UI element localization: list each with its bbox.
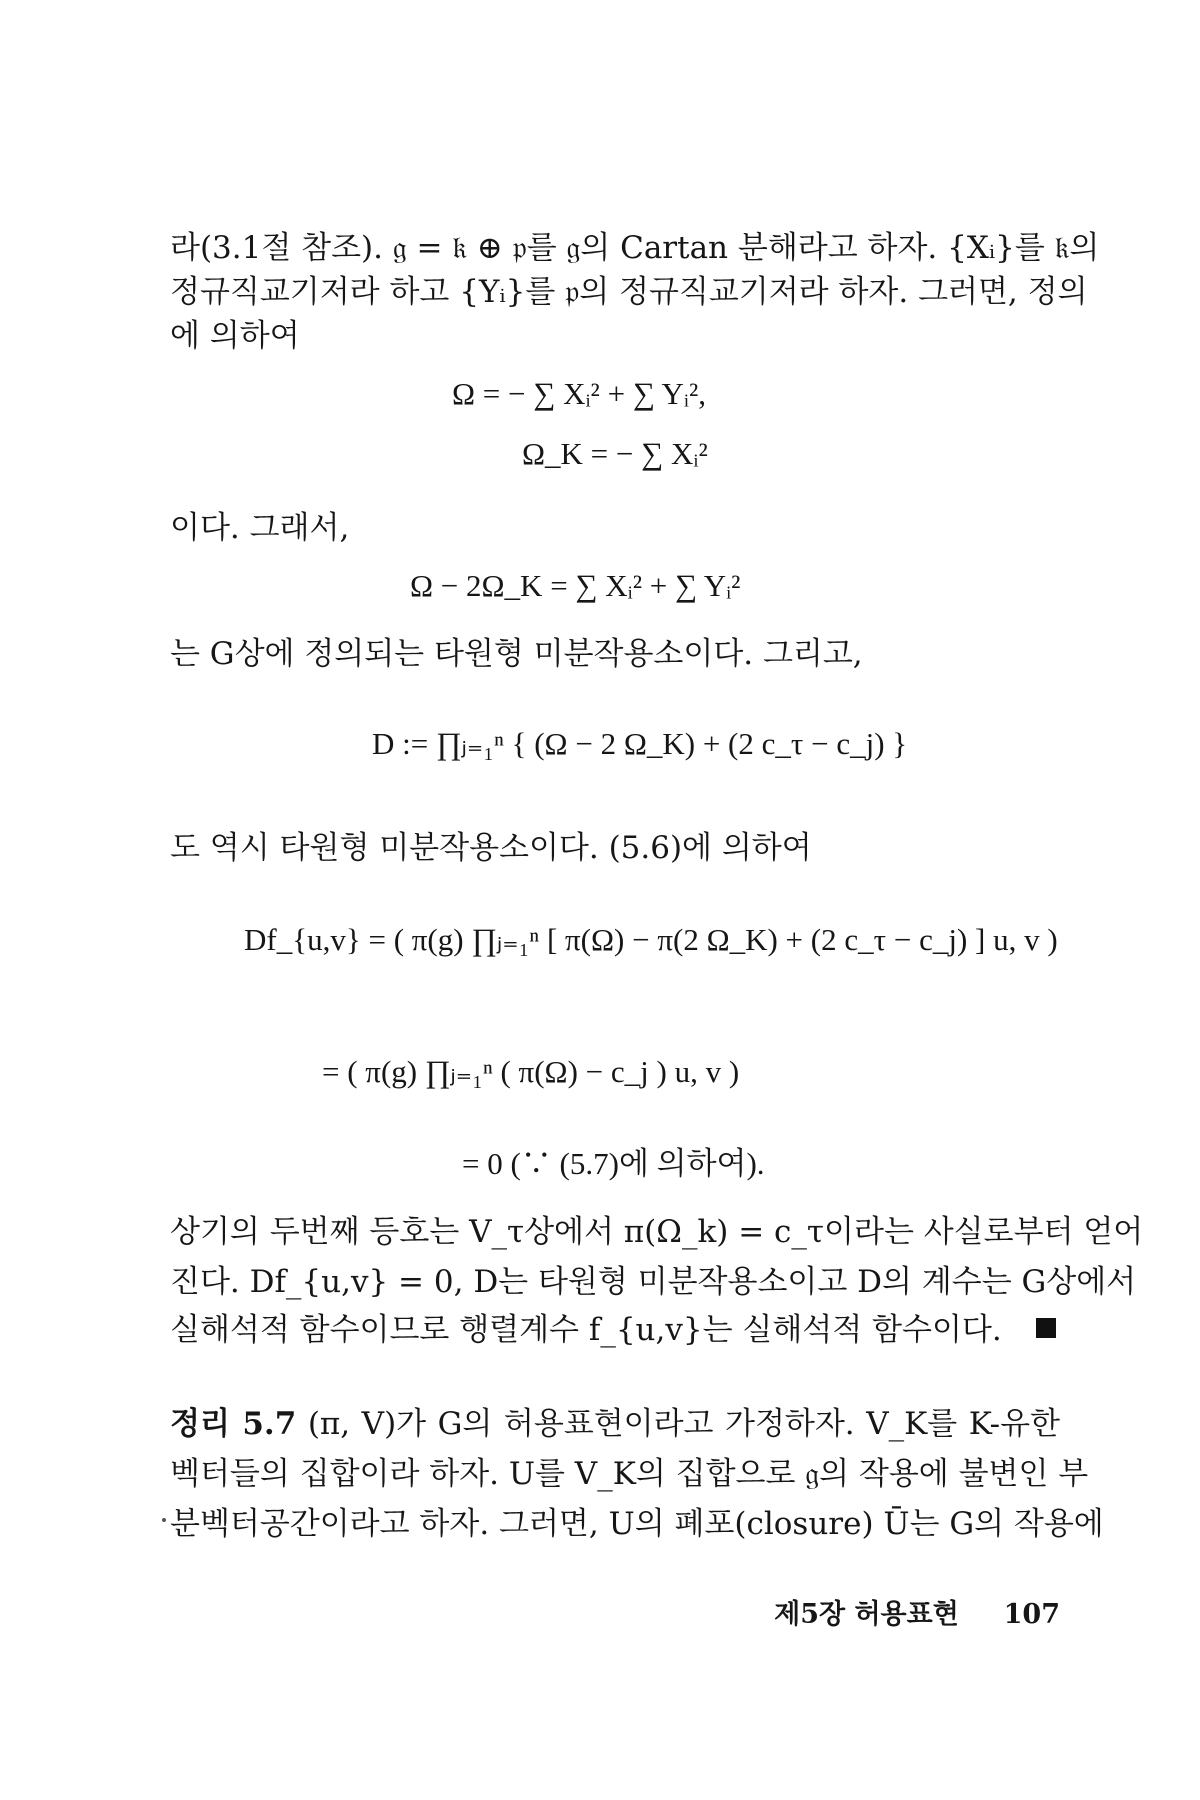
text-elliptic-operator: 는 G상에 정의되는 타원형 미분작용소이다. 그리고, bbox=[170, 636, 863, 672]
qed-square-icon bbox=[1036, 1318, 1056, 1338]
margin-mark bbox=[162, 1518, 166, 1522]
paragraph-2-line-2: 진다. Df_{u,v} = 0, D는 타원형 미분작용소이고 D의 계수는 G상에서 bbox=[170, 1264, 1137, 1300]
equation-df-line-3: = 0 (∵ (5.7)에 의하여). bbox=[462, 1146, 765, 1181]
paragraph-1-line-2: 정규직교기저라 하고 {Yᵢ}를 𝔭의 정규직교기저라 하자. 그러면, 정의 bbox=[170, 274, 1088, 310]
theorem-label: 정리 5.7 bbox=[170, 1406, 297, 1442]
equation-d-definition: D := ∏ⱼ₌₁ⁿ { (Ω − 2 Ω_K) + (2 c_τ − c_j) } bbox=[372, 726, 908, 761]
equation-df-line-2: = ( π(g) ∏ⱼ₌₁ⁿ ( π(Ω) − c_j ) u, v ) bbox=[322, 1054, 740, 1089]
paragraph-2-line-1: 상기의 두번째 등호는 V_τ상에서 π(Ω_k) = c_τ이라는 사실로부터 얻어 bbox=[170, 1214, 1144, 1250]
footer-chapter: 제5장 허용표현 bbox=[774, 1599, 959, 1630]
theorem-line-3: 분벡터공간이라고 하자. 그러면, U의 폐포(closure) Ū는 G의 작용에 bbox=[170, 1506, 1104, 1542]
paragraph-1-line-1: 라(3.1절 참조). 𝔤 = 𝔨 ⊕ 𝔭를 𝔤의 Cartan 분해라고 하자. {Xᵢ}를 𝔨의 bbox=[170, 230, 1100, 266]
text-d-elliptic: 도 역시 타원형 미분작용소이다. (5.6)에 의하여 bbox=[170, 830, 812, 866]
paragraph-2-line-3: 실해석적 함수이므로 행렬계수 f_{u,v}는 실해석적 함수이다. bbox=[170, 1312, 1002, 1348]
equation-df-line-1: Df_{u,v} = ( π(g) ∏ⱼ₌₁ⁿ [ π(Ω) − π(2 Ω_K) + (2 c_τ − c_j) ] u, v ) bbox=[244, 922, 1058, 957]
equation-omega-k: Ω_K = − ∑ Xᵢ² bbox=[522, 436, 708, 471]
paragraph-1-line-3: 에 의하여 bbox=[170, 318, 300, 354]
equation-omega-difference: Ω − 2Ω_K = ∑ Xᵢ² + ∑ Yᵢ² bbox=[410, 568, 741, 603]
text-after-omega: 이다. 그래서, bbox=[170, 510, 350, 546]
footer-page-number: 107 bbox=[1003, 1599, 1060, 1630]
theorem-line-1: 정리 5.7 (π, V)가 G의 허용표현이라고 가정하자. V_K를 K-유한 bbox=[170, 1406, 1060, 1442]
theorem-line-2: 벡터들의 집합이라 하자. U를 V_K의 집합으로 𝔤의 작용에 불변인 부 bbox=[170, 1456, 1089, 1492]
equation-omega: Ω = − ∑ Xᵢ² + ∑ Yᵢ², bbox=[452, 376, 707, 411]
page-footer bbox=[774, 1592, 1060, 1631]
